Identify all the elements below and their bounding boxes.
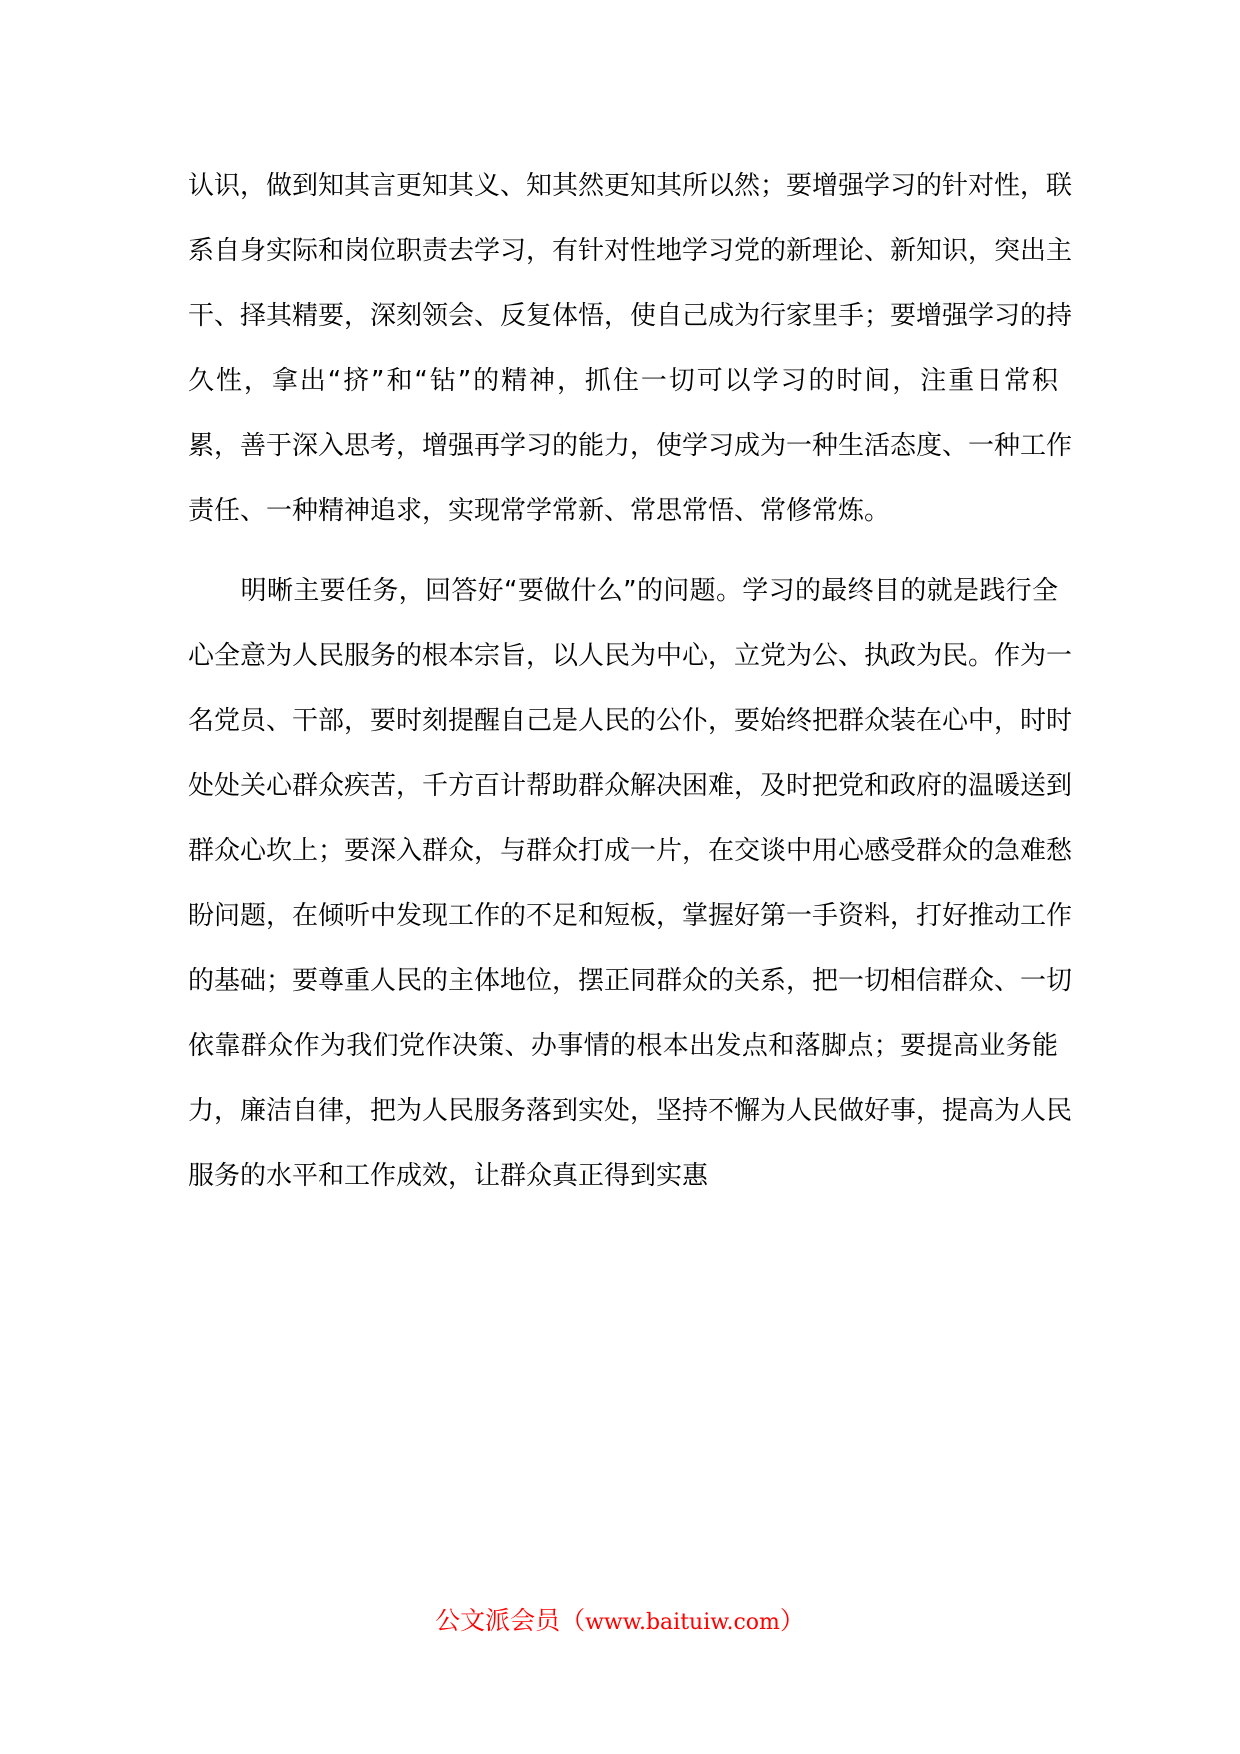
text-line: 盼问题，在倾听中发现工作的不足和短板，掌握好第一手资料，打好推动工作 <box>188 901 1073 931</box>
text-line: 明晰主要任务，回答好“要做什么”的问题。学习的最终目的就是践行全 <box>188 576 1058 606</box>
text-line: 干、择其精要，深刻领会、反复体悟，使自己成为行家里手；要增强学习的持 <box>188 301 1073 331</box>
text-line: 认识，做到知其言更知其义、知其然更知其所以然；要增强学习的针对性，联 <box>188 171 1073 201</box>
paragraph-2 <box>188 573 1073 1223</box>
text-line: 处处关心群众疾苦，千方百计帮助群众解决困难，及时把党和政府的温暖送到 <box>188 771 1073 801</box>
footer-close: ） <box>779 1606 805 1635</box>
text-line: 服务的水平和工作成效，让群众真正得到实惠 <box>188 1161 709 1191</box>
text-line: 久性，拿出“挤”和“钻”的精神，抓住一切可以学习的时间，注重日常积 <box>188 366 1058 396</box>
paragraph-1 <box>188 168 1073 558</box>
footer-label: 公文派会员（ <box>435 1606 586 1635</box>
text-line: 群众心坎上；要深入群众，与群众打成一片，在交谈中用心感受群众的急难愁 <box>188 836 1073 866</box>
document-body <box>188 168 1073 1223</box>
text-line: 力，廉洁自律，把为人民服务落到实处，坚持不懈为人民做好事，提高为人民 <box>188 1096 1073 1126</box>
text-line: 系自身实际和岗位职责去学习，有针对性地学习党的新理论、新知识，突出主 <box>188 236 1073 266</box>
text-line: 累，善于深入思考，增强再学习的能力，使学习成为一种生活态度、一种工作 <box>188 431 1073 461</box>
footer-watermark <box>0 1604 1240 1640</box>
text-line: 的基础；要尊重人民的主体地位，摆正同群众的关系，把一切相信群众、一切 <box>188 966 1073 996</box>
text-line: 心全意为人民服务的根本宗旨，以人民为中心，立党为公、执政为民。作为一 <box>188 641 1073 671</box>
footer-url-link[interactable]: www.baituiw.com <box>585 1610 780 1635</box>
paragraph-spacer <box>188 558 1058 573</box>
text-line: 依靠群众作为我们党作决策、办事情的根本出发点和落脚点；要提高业务能 <box>188 1031 1058 1061</box>
text-line: 名党员、干部，要时刻提醒自己是人民的公仆，要始终把群众装在心中，时时 <box>188 706 1073 736</box>
text-line: 责任、一种精神追求，实现常学常新、常思常悟、常修常炼。 <box>188 496 891 526</box>
